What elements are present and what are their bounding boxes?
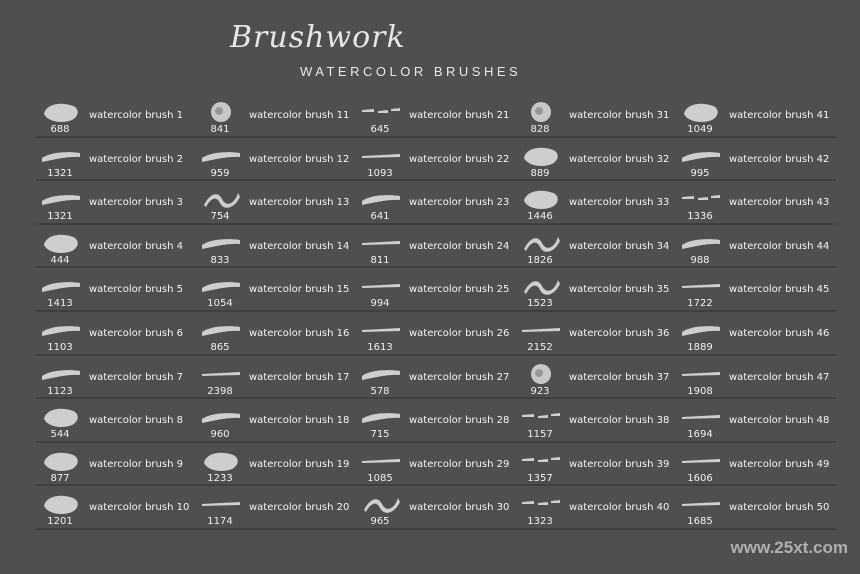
brush-preview-icon [520, 144, 562, 168]
brush-size-label: 1357 [527, 472, 553, 484]
brush-column [196, 94, 356, 528]
brush-preview-icon [40, 405, 82, 429]
brush-item[interactable] [356, 268, 516, 312]
brush-preview-icon [200, 100, 242, 124]
brush-size-label: 1523 [527, 298, 553, 310]
brush-item[interactable] [356, 138, 516, 182]
brush-name-label: watercolor brush 6 [89, 328, 183, 339]
brush-size-label: 544 [50, 429, 70, 441]
brush-item[interactable] [516, 399, 676, 443]
brush-name-label: watercolor brush 22 [409, 153, 510, 165]
brush-name-label: watercolor brush 21 [409, 110, 510, 121]
brush-column [676, 94, 836, 528]
brush-name-label: watercolor brush 30 [409, 502, 510, 514]
brush-preview-icon [200, 405, 242, 429]
brush-size-label: 444 [50, 254, 70, 266]
brush-size-label: 1201 [47, 516, 73, 528]
brush-size-label: 1093 [367, 167, 393, 179]
brush-item[interactable] [196, 443, 356, 487]
brush-item[interactable] [36, 94, 196, 138]
brush-item[interactable] [676, 486, 836, 530]
brush-size-label: 1174 [207, 516, 233, 528]
brush-preview-icon [360, 231, 402, 255]
brush-size-label: 965 [370, 516, 390, 528]
brush-name-label: watercolor brush 34 [569, 240, 670, 252]
brush-name-label: watercolor brush 33 [569, 197, 670, 209]
brush-name-label: watercolor brush 2 [89, 153, 183, 165]
brush-item[interactable] [516, 181, 676, 225]
brush-size-label: 2398 [207, 385, 233, 397]
watermark: www.25xt.com [730, 538, 848, 557]
brush-name-label: watercolor brush 25 [409, 284, 510, 296]
brush-name-label: watercolor brush 18 [249, 415, 350, 427]
brush-item[interactable] [196, 486, 356, 530]
brush-preview-icon [40, 231, 82, 255]
brush-preview-icon [520, 274, 562, 298]
brush-preview-icon [360, 187, 402, 211]
brush-name-label: watercolor brush 44 [729, 240, 830, 252]
brush-item[interactable] [516, 486, 676, 530]
brush-preview-icon [360, 449, 402, 473]
brush-preview-icon [520, 362, 562, 386]
header [0, 0, 860, 90]
brush-preview-icon [680, 449, 722, 473]
brush-name-label: watercolor brush 19 [249, 458, 350, 470]
brush-size-label: 960 [210, 429, 230, 441]
brush-item[interactable] [676, 181, 836, 225]
brush-preview-icon [680, 492, 722, 516]
brush-size-label: 811 [370, 254, 390, 266]
brush-name-label: watercolor brush 26 [409, 328, 510, 339]
brush-name-label: watercolor brush 12 [249, 153, 350, 165]
brush-size-label: 1413 [47, 298, 73, 310]
brush-item[interactable] [196, 399, 356, 443]
brush-preview-icon [680, 362, 722, 386]
brush-name-label: watercolor brush 14 [249, 240, 350, 252]
brush-preview-icon [680, 405, 722, 429]
brush-preview-icon [520, 318, 562, 342]
brush-item[interactable] [36, 181, 196, 225]
brush-item[interactable] [196, 138, 356, 182]
brush-name-label: watercolor brush 37 [569, 371, 670, 383]
brush-item[interactable] [196, 268, 356, 312]
brush-name-label: watercolor brush 8 [89, 415, 183, 427]
brush-name-label: watercolor brush 50 [729, 502, 830, 514]
brush-preview-icon [200, 492, 242, 516]
brush-item[interactable] [516, 94, 676, 138]
brush-preview-icon [360, 492, 402, 516]
brush-item[interactable] [516, 138, 676, 182]
brush-preview-icon [520, 405, 562, 429]
brush-size-label: 889 [530, 167, 550, 179]
brush-size-label: 877 [50, 472, 70, 484]
brush-item[interactable] [356, 312, 516, 356]
brush-size-label: 1694 [687, 429, 713, 441]
brush-name-label: watercolor brush 11 [249, 110, 350, 121]
brush-size-label: 828 [530, 124, 550, 135]
brush-size-label: 688 [50, 124, 70, 135]
brush-name-label: watercolor brush 41 [729, 110, 830, 121]
brush-name-label: watercolor brush 29 [409, 458, 510, 470]
brush-item[interactable] [676, 225, 836, 269]
brush-size-label: 1233 [207, 472, 233, 484]
brush-name-label: watercolor brush 36 [569, 328, 670, 339]
brush-preview-icon [520, 492, 562, 516]
brush-preview-icon [200, 362, 242, 386]
brush-preview-icon [520, 100, 562, 124]
brush-preview-icon [680, 274, 722, 298]
brush-column [356, 94, 516, 528]
brush-item[interactable] [36, 138, 196, 182]
brush-size-label: 865 [210, 342, 230, 353]
brush-item[interactable] [356, 181, 516, 225]
brush-size-label: 578 [370, 385, 390, 397]
brush-preview-icon [40, 318, 82, 342]
brush-size-label: 1908 [687, 385, 713, 397]
brush-size-label: 995 [690, 167, 710, 179]
brush-size-label: 1685 [687, 516, 713, 528]
brush-size-label: 923 [530, 385, 550, 397]
brush-preview-icon [520, 231, 562, 255]
brush-size-label: 1613 [367, 342, 393, 353]
brush-item[interactable] [516, 443, 676, 487]
brush-size-label: 754 [210, 211, 230, 223]
brush-size-label: 841 [210, 124, 230, 135]
brush-item[interactable] [356, 399, 516, 443]
brush-name-label: watercolor brush 31 [569, 110, 670, 121]
brush-size-label: 1321 [47, 167, 73, 179]
brush-name-label: watercolor brush 46 [729, 328, 830, 339]
brush-preview-icon [680, 100, 722, 124]
brush-item[interactable] [356, 94, 516, 138]
brush-item[interactable] [676, 268, 836, 312]
brush-item[interactable] [356, 225, 516, 269]
brush-name-label: watercolor brush 16 [249, 328, 350, 339]
brush-size-label: 988 [690, 254, 710, 266]
brush-size-label: 1606 [687, 472, 713, 484]
brush-name-label: watercolor brush 49 [729, 458, 830, 470]
brush-size-label: 1085 [367, 472, 393, 484]
brush-item[interactable] [516, 356, 676, 400]
brush-preview-icon [360, 318, 402, 342]
brush-item[interactable] [356, 356, 516, 400]
brush-item[interactable] [196, 312, 356, 356]
brush-name-label: watercolor brush 1 [89, 110, 183, 121]
brush-name-label: watercolor brush 40 [569, 502, 670, 514]
brush-name-label: watercolor brush 38 [569, 415, 670, 427]
brush-preview-icon [520, 449, 562, 473]
brush-name-label: watercolor brush 20 [249, 502, 350, 514]
brush-preview-icon [360, 362, 402, 386]
brush-item[interactable] [676, 312, 836, 356]
brush-preview-icon [200, 144, 242, 168]
brush-column [516, 94, 676, 528]
brush-preview-icon [680, 318, 722, 342]
brush-size-label: 1049 [687, 124, 713, 135]
brush-name-label: watercolor brush 5 [89, 284, 183, 296]
brush-item[interactable] [36, 399, 196, 443]
brush-name-label: watercolor brush 48 [729, 415, 830, 427]
brush-item[interactable] [36, 268, 196, 312]
brush-name-label: watercolor brush 39 [569, 458, 670, 470]
brush-item[interactable] [516, 268, 676, 312]
brush-item[interactable] [676, 94, 836, 138]
brush-name-label: watercolor brush 47 [729, 371, 830, 383]
brush-item[interactable] [676, 356, 836, 400]
brush-preview-icon [40, 362, 82, 386]
brush-name-label: watercolor brush 24 [409, 240, 510, 252]
brush-item[interactable] [516, 312, 676, 356]
brush-preview-icon [680, 231, 722, 255]
brush-size-label: 2152 [527, 342, 553, 353]
brush-name-label: watercolor brush 35 [569, 284, 670, 296]
brush-preview-icon [40, 274, 82, 298]
brush-size-label: 1103 [47, 342, 73, 353]
brush-size-label: 1323 [527, 516, 553, 528]
brush-preview-icon [40, 187, 82, 211]
brush-preview-icon [40, 449, 82, 473]
subtitle: WATERCOLOR BRUSHES [300, 64, 522, 79]
brush-preview-icon [200, 274, 242, 298]
brush-item[interactable] [676, 443, 836, 487]
brush-preview-icon [360, 100, 402, 124]
brush-item[interactable] [196, 356, 356, 400]
brush-size-label: 1446 [527, 211, 553, 223]
brush-size-label: 833 [210, 254, 230, 266]
brush-column [36, 94, 196, 528]
brush-item[interactable] [36, 312, 196, 356]
brush-preview-icon [680, 144, 722, 168]
brush-name-label: watercolor brush 23 [409, 197, 510, 209]
brush-item[interactable] [516, 225, 676, 269]
brush-name-label: watercolor brush 13 [249, 197, 350, 209]
brush-name-label: watercolor brush 32 [569, 153, 670, 165]
brush-name-label: watercolor brush 43 [729, 197, 830, 209]
brush-size-label: 1826 [527, 254, 553, 266]
brush-item[interactable] [36, 225, 196, 269]
brush-size-label: 1321 [47, 211, 73, 223]
brush-item[interactable] [196, 225, 356, 269]
brush-name-label: watercolor brush 42 [729, 153, 830, 165]
brush-size-label: 1722 [687, 298, 713, 310]
brush-name-label: watercolor brush 17 [249, 371, 350, 383]
brush-size-label: 1889 [687, 342, 713, 353]
brush-item[interactable] [196, 94, 356, 138]
brush-item[interactable] [36, 356, 196, 400]
brush-grid [36, 94, 830, 528]
brush-name-label: watercolor brush 10 [89, 502, 190, 514]
brush-name-label: watercolor brush 27 [409, 371, 510, 383]
brush-preview-icon [520, 187, 562, 211]
brush-name-label: watercolor brush 15 [249, 284, 350, 296]
brush-name-label: watercolor brush 3 [89, 197, 183, 209]
brush-name-label: watercolor brush 28 [409, 415, 510, 427]
brush-size-label: 1123 [47, 385, 73, 397]
brush-preview-icon [360, 274, 402, 298]
brush-item[interactable] [676, 399, 836, 443]
brush-name-label: watercolor brush 45 [729, 284, 830, 296]
brush-item[interactable] [676, 138, 836, 182]
brush-size-label: 715 [370, 429, 390, 441]
script-title: Brushwork [230, 20, 406, 55]
brush-preview-icon [200, 318, 242, 342]
brush-preview-icon [200, 187, 242, 211]
brush-preview-icon [40, 100, 82, 124]
brush-item[interactable] [356, 443, 516, 487]
brush-item[interactable] [196, 181, 356, 225]
brush-preview-icon [360, 405, 402, 429]
brush-item[interactable] [356, 486, 516, 530]
brush-name-label: watercolor brush 7 [89, 371, 183, 383]
brush-size-label: 1336 [687, 211, 713, 223]
brush-name-label: watercolor brush 9 [89, 458, 183, 470]
brush-size-label: 994 [370, 298, 390, 310]
brush-item[interactable] [36, 443, 196, 487]
brush-size-label: 641 [370, 211, 390, 223]
brush-preview-icon [200, 449, 242, 473]
brush-preview-icon [40, 492, 82, 516]
brush-size-label: 959 [210, 167, 230, 179]
brush-size-label: 1157 [527, 429, 553, 441]
brush-size-label: 1054 [207, 298, 233, 310]
brush-preview-icon [360, 144, 402, 168]
brush-preview-icon [200, 231, 242, 255]
brush-size-label: 645 [370, 124, 390, 135]
brush-preview-icon [40, 144, 82, 168]
brush-item[interactable] [36, 486, 196, 530]
brush-preview-icon [680, 187, 722, 211]
brush-name-label: watercolor brush 4 [89, 240, 183, 252]
